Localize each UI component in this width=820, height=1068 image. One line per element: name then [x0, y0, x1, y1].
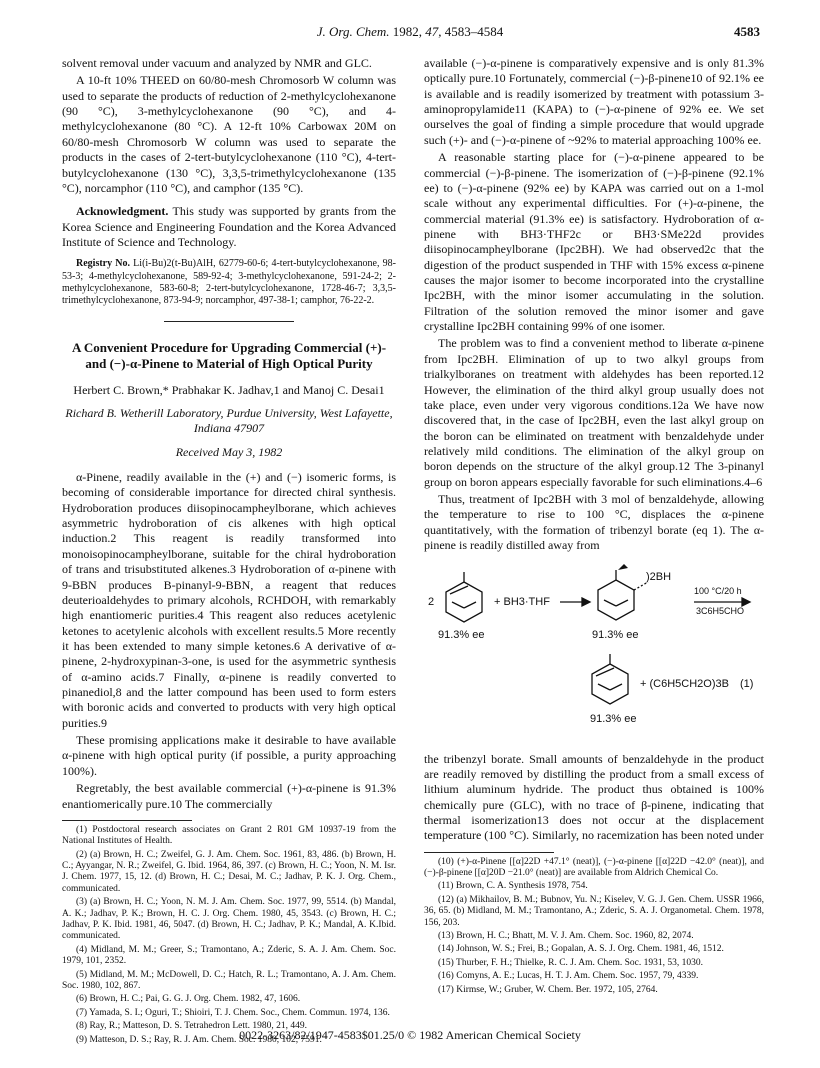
ee-label: 91.3% ee — [590, 712, 637, 725]
alpha-pinene-structure — [446, 572, 482, 622]
footnote: (9) Matteson, D. S.; Ray, R. J. Am. Chem. Soc. 1980, 102, 7591. — [76, 1034, 322, 1045]
footnote: (3) (a) Brown, H. C.; Yoon, N. M. J. Am. Chem. Soc. 1977, 99, 5514. (b) Mandal, A. K.; Jadhav, P. K.; Brown, H. C. J. Org. Chem. 1980, 45, 3543. (c) Brown, H. C.; Jadhav, P. K. Ibid. 1981, 46, 5047. (d) Brown, H. C.; Jadhav, P. K.; Mandal, A. K.Ibid. communicated. — [62, 897, 396, 942]
footnote: (4) Midland, M. M.; Greer, S.; Tramontano, A.; Zderic, S. A. J. Am. Chem. Soc. 1979, 101, 2352. — [62, 944, 396, 967]
footnote: (15) Thurber, F. H.; Thielke, R. C. J. Am. Chem. Soc. 1931, 53, 1030. — [438, 957, 704, 968]
journal-volume: 47, — [425, 24, 442, 39]
elimination-paragraph: The problem was to find a convenient method to liberate α-pinene from Ipc2BH. Elimination of up to two alkyl groups from trialkylboranes on treatment with aldehydes has been reported.12 However, the elimination of the third alkyl group usually does not take place, even under very vigorous conditions.12a We have now discovered that, in the case of Ipc2BH, even the last alkyl group on the boron can be eliminated on treatment with benzaldehyde under relatively mild conditions. The elimination of the alkyl group on boron depends on the structure of the alkyl group.12 The 3-pinanyl group on boron appears especially favorable for such eliminations.4–6 — [424, 336, 764, 489]
acknowledgment-heading: Acknowledgment. — [76, 204, 169, 219]
footnotes-left — [62, 825, 396, 1046]
ipc2bh-label: )2BH — [646, 570, 672, 583]
article-affiliation: Richard B. Wetherill Laboratory, Purdue University, West Lafayette, Indiana 47907 — [65, 405, 393, 436]
commercial-purity-paragraph: Regretably, the best available commercial (+)-α-pinene is 91.3% enantiomerically pure.10 The commercially — [62, 781, 396, 811]
acknowledgment-text: This study was supported by grants from the Korea Science and Engineering Foundation and the Korea Advanced Institute of Science and Technology. — [62, 204, 396, 249]
journal-name: J. Org. Chem. — [316, 24, 390, 39]
ee-label: 91.3% ee — [438, 628, 485, 641]
footnote: (1) Postdoctoral research associates on Grant 2 R01 GM 10937-19 from the National Institutes of Health. — [62, 824, 396, 847]
tribenzyl-borate-byproduct: + (C6H5CH2O)3B — [640, 677, 729, 690]
footnote: (2) (a) Brown, H. C.; Zweifel, G. J. Am. Chem. Soc. 1961, 83, 486. (b) Brown, H. C.; Ayyangar, N. R.; Zweifel, G. Ibid. 1964, 86, 397. (c) Brown, H. C.; Yoon, N. M. Isr. J. Chem. 1977, 15, 12. (d) Brown, H. C.; Desai, M. C.; Jadhav, P. K. J. Org. Chem., communicated. — [62, 849, 396, 894]
footnote-rule — [424, 852, 554, 853]
borane-reagent: + BH3·THF — [494, 595, 550, 608]
availability-paragraph: available (−)-α-pinene is comparatively expensive and is only 81.3% optically pure.10 Fortunately, commercial (−)-β-pinene10 of 92.1% ee is available and is readily isomerized by treatment with potassium 3-aminopropylamide11 (KAPA) to (−)-α-pinene of 92% ee. We set ourselves the goal of finding a simple procedure that would upgrade such (+)- and (−)-α-pinene of ~92% to material approaching 100% ee. — [424, 56, 764, 147]
conditions-top: 100 °C/20 h — [694, 585, 742, 596]
footnote: (10) (+)-α-Pinene [[α]22D +47.1° (neat)], (−)-α-pinene [[α]22D −42.0° (neat)], and (−)-β-pinene [[α]20D −21.0° (neat)] are available from Aldrich Chemical Co. — [424, 856, 764, 879]
footnote: (5) Midland, M. M.; McDowell, D. C.; Hatch, R. L.; Tramontano, A. J. Am. Chem. Soc. 1980, 102, 867. — [62, 969, 396, 991]
reaction-scheme — [424, 564, 764, 744]
page-number: 4583 — [734, 24, 760, 39]
journal-pages: 4583–4584 — [444, 24, 504, 39]
footnote: (6) Brown, H. C.; Pai, G. G. J. Org. Chem. 1982, 47, 1606. — [76, 994, 301, 1005]
journal-year: 1982, — [392, 24, 423, 39]
ipc2bh-structure — [598, 564, 648, 620]
conditions-bottom: 3C6H5CHO — [696, 605, 745, 616]
article-separator — [164, 321, 294, 322]
footnote-rule — [62, 820, 192, 821]
ee-label: 91.3% ee — [592, 628, 639, 641]
arrow-head-icon — [582, 598, 590, 606]
footnote: (13) Brown, H. C.; Bhatt, M. V. J. Am. Chem. Soc. 1960, 82, 2074. — [438, 931, 694, 941]
alpha-pinene-product-structure — [592, 654, 628, 704]
page-header — [60, 24, 760, 42]
footnote: (14) Johnson, W. S.; Frei, B.; Gopalan, A. S. J. Org. Chem. 1981, 46, 1512. — [438, 944, 724, 955]
acknowledgment — [62, 204, 396, 250]
running-head — [60, 24, 760, 40]
previous-article-end: solvent removal under vacuum and analyzed by NMR and GLC. — [62, 56, 372, 70]
purification-paragraph: the tribenzyl borate. Small amounts of benzaldehyde in the product are readily removed by distilling the product from a small excess of lithium aluminum hydride. The product thus obtained is 100% chemically pure (GLC), with no trace of β-pinene, indicating that thermal isomerization13 does not occur at the displacement temperature (100 °C). Similarly, no racemization has been noted under — [424, 751, 764, 843]
footnote: (8) Ray, R.; Matteson, D. S. Tetrahedron Lett. 1980, 21, 449. — [76, 1021, 307, 1032]
footnote: (11) Brown, C. A. Synthesis 1978, 754. — [438, 881, 588, 892]
registry-text: Li(i-Bu)2(t-Bu)AlH, 62779-60-6; 4-tert-butylcyclohexanone, 98-53-3; 4-methylcyclohexanone, 589-92-4; 3-methylcyclohexanone, 591-24-2; 2-methylcyclohexanone, 583-60-8; 2-tert-butylcyclohexanone, 1728-46-7; 3,3,5-trimethylcyclohexanone, 873-94-9; norcamphor, 497-38-1; camphor, 76-22-2. — [62, 258, 396, 306]
article-title: A Convenient Procedure for Upgrading Commercial (+)- and (−)-α-Pinene to Material of High Optical Purity — [71, 340, 387, 372]
received-date: Received May 3, 1982 — [175, 444, 283, 459]
footnote: (7) Yamada, S. I.; Oguri, T.; Shioiri, T. J. Chem. Soc., Chem. Commun. 1974, 136. — [76, 1007, 390, 1018]
benzaldehyde-paragraph: Thus, treatment of Ipc2BH with 3 mol of benzaldehyde, allowing the temperature to rise to 100 °C, displaces the α-pinene quantitatively, with the formation of tribenzyl borate (eq 1). The α-pinene is readily distilled away from — [424, 492, 764, 553]
left-column — [62, 56, 396, 1048]
footnotes-right — [424, 857, 764, 996]
registry-heading: Registry No. — [76, 258, 130, 270]
arrow-head-icon — [742, 598, 750, 606]
equation-number: (1) — [740, 677, 754, 690]
page-footer: 0022-3263/82/1947-4583$01.25/0 © 1982 American Chemical Society — [239, 1028, 581, 1042]
intro-paragraph: α-Pinene, readily available in the (+) and (−) isomeric forms, is becoming of considerable importance for directed chiral synthesis. Hydroboration produces diisopinocampheylborane, which achieves asymmetric hydroboration of cis alkenes with high optical induction.2 This reagent is readily transformed into monoisopinocampheylborane, suitable for the chiral hydroboration of trans and trisubstituted alkenes.3 Hydroboration of α-pinene with 9-BBN produces B-pinanyl-9-BBN, a reagent that reduces deuterioaldehydes to primary alcohols, RCHDOH, with remarkably high enantiomeric purities.4 This reagent also reduces acetylenic ketones to acetylenic alcohols with excellent results.5 More recently it has been extended to many simple ketones.6 A derivative of α-pinene, 2-hydroxypinan-3-one, is used for the asymmetric synthesis of α-amino acids.7 Finally, α-pinene is readily converted to pinanediol,8 and the latter compound has been used to form esters with boronic acids and converted to products with very high optical purities.9 — [62, 470, 396, 730]
footnote: (16) Comyns, A. E.; Lucas, H. T. J. Am. Chem. Soc. 1957, 79, 4339. — [438, 971, 699, 982]
registry-numbers — [62, 258, 396, 307]
footnote: (12) (a) Mikhailov, B. M.; Bubnov, Yu. N.; Kiselev, V. G. J. Gen. Chem. USSR 1966, 36, 65. (b) Midland, M. M.; Tramontano, A.; Zderic, S. A. J. Organometal. Chem. 1978, 156, 203. — [424, 894, 764, 928]
motivation-paragraph: These promising applications make it desirable to have available α-pinene with high optical purity (if possible, a purity approaching 100%). — [62, 733, 396, 778]
gc-columns-paragraph: A 10-ft 10% THEED on 60/80-mesh Chromosorb W column was used to separate the products of reduction of 2-methylcyclohexanone (90 °C), 3-methylcyclohexanone (90 °C), and 4-methylcyclohexanone (80 °C). A 12-ft 10% Carbowax 20M on 60/80-mesh Chromosorb W column was used to separate the products in the cases of 2-tert-butylcyclohexanone (110 °C), 4-tert-butylcyclohexanone (130 °C), 3,3,5-trimethylcyclohexanone (135 °C), norcamphor (110 °C), and camphor (135 °C). — [62, 73, 396, 195]
hydroboration-paragraph: A reasonable starting place for (−)-α-pinene appeared to be commercial (−)-β-pinene. The isomerization of (−)-β-pinene (92.1% ee) to (−)-α-pinene (92% ee) by KAPA was carried out on a 1-mol scale without any experimental difficulties. For (+)-α-pinene, the commercial material (91.3% ee) is satisfactory. Hydroboration of α-pinene with BH3·THF2c or BH3·SMe22d provides diisopinocampheylborane (Ipc2BH). We had observed2c that the digestion of the product suspended in THF with 15% excess α-pinene causes the major isomer to become incorporated into the crystalline Ipc2BH, with the minor isomer accumulating in the solution. Filtration of the solution removed the minor isomer and gave crystalline Ipc2BH containing 99% of one isomer. — [424, 150, 764, 334]
right-column — [424, 56, 764, 998]
footnote: (17) Kirmse, W.; Gruber, W. Chem. Ber. 1972, 105, 2764. — [438, 984, 658, 995]
stoichiometry-coefficient: 2 — [428, 595, 435, 608]
article-authors: Herbert C. Brown,* Prabhakar K. Jadhav,1 and Manoj C. Desai1 — [73, 382, 385, 397]
